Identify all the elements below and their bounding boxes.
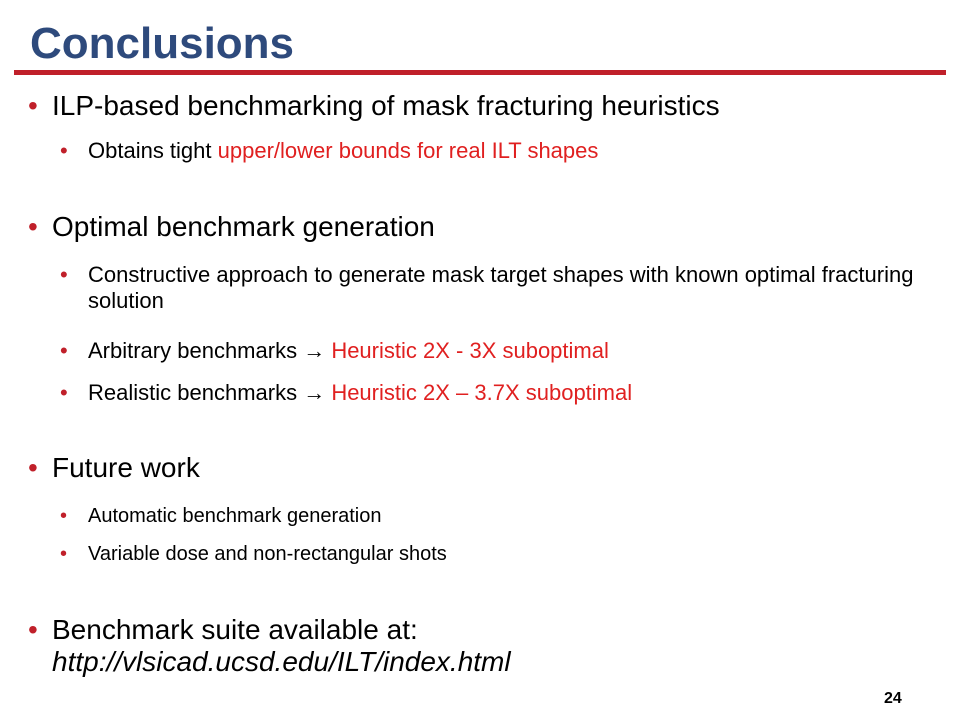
highlight-text: Heuristic 2X – 3.7X suboptimal (331, 380, 633, 405)
sub-bullet-text: Constructive approach to generate mask target shapes with known optimal fracturing solution (88, 262, 914, 313)
bullet-icon: • (60, 380, 68, 405)
sub-bullet-tight-bounds (60, 138, 598, 164)
bullet-text: Benchmark suite available at: (52, 614, 418, 645)
arrow-icon: → (303, 338, 326, 363)
bullet-icon: • (60, 138, 68, 163)
title-divider (14, 70, 946, 75)
arrow-icon: → (303, 380, 326, 405)
bullet-benchmark-suite (28, 614, 511, 678)
sub-bullet-automatic-generation (60, 503, 382, 529)
sub-bullet-text: Arbitrary benchmarks (88, 338, 304, 363)
highlight-text: Heuristic 2X - 3X suboptimal (331, 338, 609, 363)
sub-bullet-variable-dose (60, 541, 447, 567)
highlight-text: upper/lower bounds for real ILT shapes (217, 138, 599, 163)
benchmark-suite-link[interactable]: http://vlsicad.ucsd.edu/ILT/index.html (52, 646, 511, 677)
bullet-icon: • (28, 452, 38, 483)
sub-bullet-text: Obtains tight (88, 138, 218, 163)
page-number: 24 (884, 690, 902, 707)
slide-title: Conclusions (30, 19, 295, 68)
sub-bullet-text: Realistic benchmarks (88, 380, 304, 405)
sub-bullet-realistic-benchmarks (60, 380, 632, 406)
sub-bullet-text: Variable dose and non-rectangular shots (88, 543, 447, 565)
bullet-text: Future work (52, 452, 200, 483)
bullet-icon: • (28, 211, 38, 242)
sub-bullet-constructive-approach (60, 262, 920, 314)
bullet-text: ILP-based benchmarking of mask fracturing heuristics (52, 90, 720, 121)
sub-bullet-arbitrary-benchmarks (60, 338, 609, 364)
bullet-icon: • (28, 90, 38, 121)
bullet-icon: • (28, 614, 38, 645)
sub-bullet-text: Automatic benchmark generation (88, 505, 382, 527)
bullet-text: Optimal benchmark generation (52, 211, 435, 242)
bullet-icon: • (60, 262, 68, 287)
bullet-optimal-generation (28, 211, 435, 243)
bullet-icon: • (60, 543, 68, 565)
bullet-icon: • (60, 338, 68, 363)
bullet-future-work (28, 452, 200, 484)
bullet-ilp-benchmarking (28, 90, 720, 122)
bullet-icon: • (60, 505, 68, 527)
